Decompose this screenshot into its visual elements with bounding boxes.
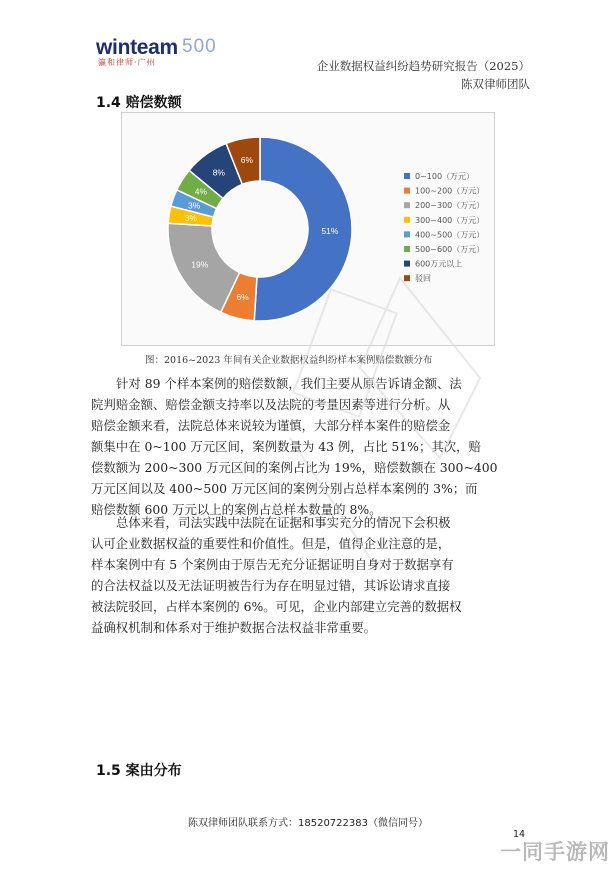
legend-swatch — [404, 261, 410, 267]
legend-swatch — [404, 231, 410, 237]
legend-label: 400~500（万元） — [415, 230, 485, 240]
slice-data-label: 51% — [321, 226, 339, 237]
legend-swatch — [404, 173, 410, 179]
paragraph-line: 赔偿金额来看，法院总体来说较为谨慎，大部分样本案件的赔偿金 — [91, 418, 451, 433]
paragraph-line: 额集中在 0~100 万元区间，案例数量为 43 例，占比 51%；其次，赔 — [91, 439, 481, 454]
legend-label: 驳回 — [415, 274, 431, 284]
paragraph-line: 益确权机制和体系对于维护数据合法权益非常重要。 — [91, 620, 376, 635]
section-heading-1-5: 1.5 案由分布 — [96, 763, 182, 779]
legend-label: 0~100（万元） — [415, 172, 475, 181]
paragraph-line: 的合法权益以及无法证明被告行为存在明显过错，其诉讼请求直接 — [91, 578, 451, 593]
logo-number: 500 — [182, 36, 217, 57]
paragraph-compensation-analysis — [91, 373, 525, 520]
logo-wordmark: winteam — [96, 36, 178, 59]
legend-label: 200~300（万元） — [415, 201, 485, 211]
slice-data-label: 19% — [191, 259, 209, 270]
slice-data-label: 3% — [187, 200, 201, 211]
legend-label: 300~400（万元） — [415, 215, 485, 225]
firm-logo — [96, 36, 236, 70]
slice-data-label: 6% — [236, 291, 249, 302]
footer-contact: 陈双律师团队联系方式：18520722383（微信同号） — [188, 818, 428, 829]
legend-label: 100~200（万元） — [415, 186, 485, 196]
legend-label: 500~600（万元） — [415, 245, 485, 254]
paragraph-line: 院判赔金额、赔偿金额支持率以及法院的考量因素等进行分析。从 — [91, 397, 451, 412]
paragraph-line: 认可企业数据权益的重要性和价值性。但是，值得企业注意的是， — [91, 536, 451, 551]
paragraph-line: 赔偿数额 600 万元以上的案例占总样本数量的 8%。 — [91, 502, 382, 517]
paragraph-line: 偿数额为 200~300 万元区间的案例占比为 19%，赔偿数额在 300~400 — [91, 460, 498, 475]
compensation-chart — [121, 112, 495, 346]
page-number: 14 — [513, 829, 526, 840]
legend-label: 600万元以上 — [415, 259, 463, 269]
paragraph-line: 样本案例中有 5 个案例由于原告无充分证据证明自身对于数据享有 — [91, 557, 454, 572]
report-title: 企业数据权益纠纷趋势研究报告（2025） — [316, 59, 530, 73]
paragraph-line: 被法院驳回，占样本案例的 6%。可见，企业内部建立完善的数据权 — [91, 599, 462, 614]
donut-chart — [122, 113, 494, 345]
paragraph-line: 针对 89 个样本案例的赔偿数额，我们主要从原告诉请金额、法 — [116, 376, 462, 391]
header-team: 陈双律师团队 — [461, 77, 530, 91]
figure-caption: 图：2016~2023 年间有关企业数据权益纠纷样本案例赔偿数额分布 — [145, 355, 433, 366]
slice-data-label: 4% — [194, 186, 208, 197]
corner-watermark: 一同手游网 — [500, 840, 610, 864]
paragraph-line: 总体来看，司法实践中法院在证据和事实充分的情况下会积极 — [116, 515, 451, 530]
legend-swatch — [404, 246, 410, 252]
legend-swatch — [404, 202, 410, 208]
slice-data-label: 6% — [240, 155, 254, 166]
logo-subtitle: 瀛和律师·广州 — [98, 58, 156, 67]
chart-legend — [404, 172, 484, 283]
slice-data-label: 8% — [212, 167, 226, 178]
section-heading-1-4: 1.4 赔偿数额 — [96, 95, 182, 111]
slice-data-label: 3% — [184, 213, 198, 224]
legend-swatch — [404, 275, 410, 281]
paragraph-line: 万元区间以及 400~500 万元区间的案例分别占总样本案例的 3%；而 — [91, 481, 478, 496]
legend-swatch — [404, 217, 410, 223]
paragraph-conclusion — [91, 512, 525, 638]
legend-swatch — [404, 188, 410, 194]
